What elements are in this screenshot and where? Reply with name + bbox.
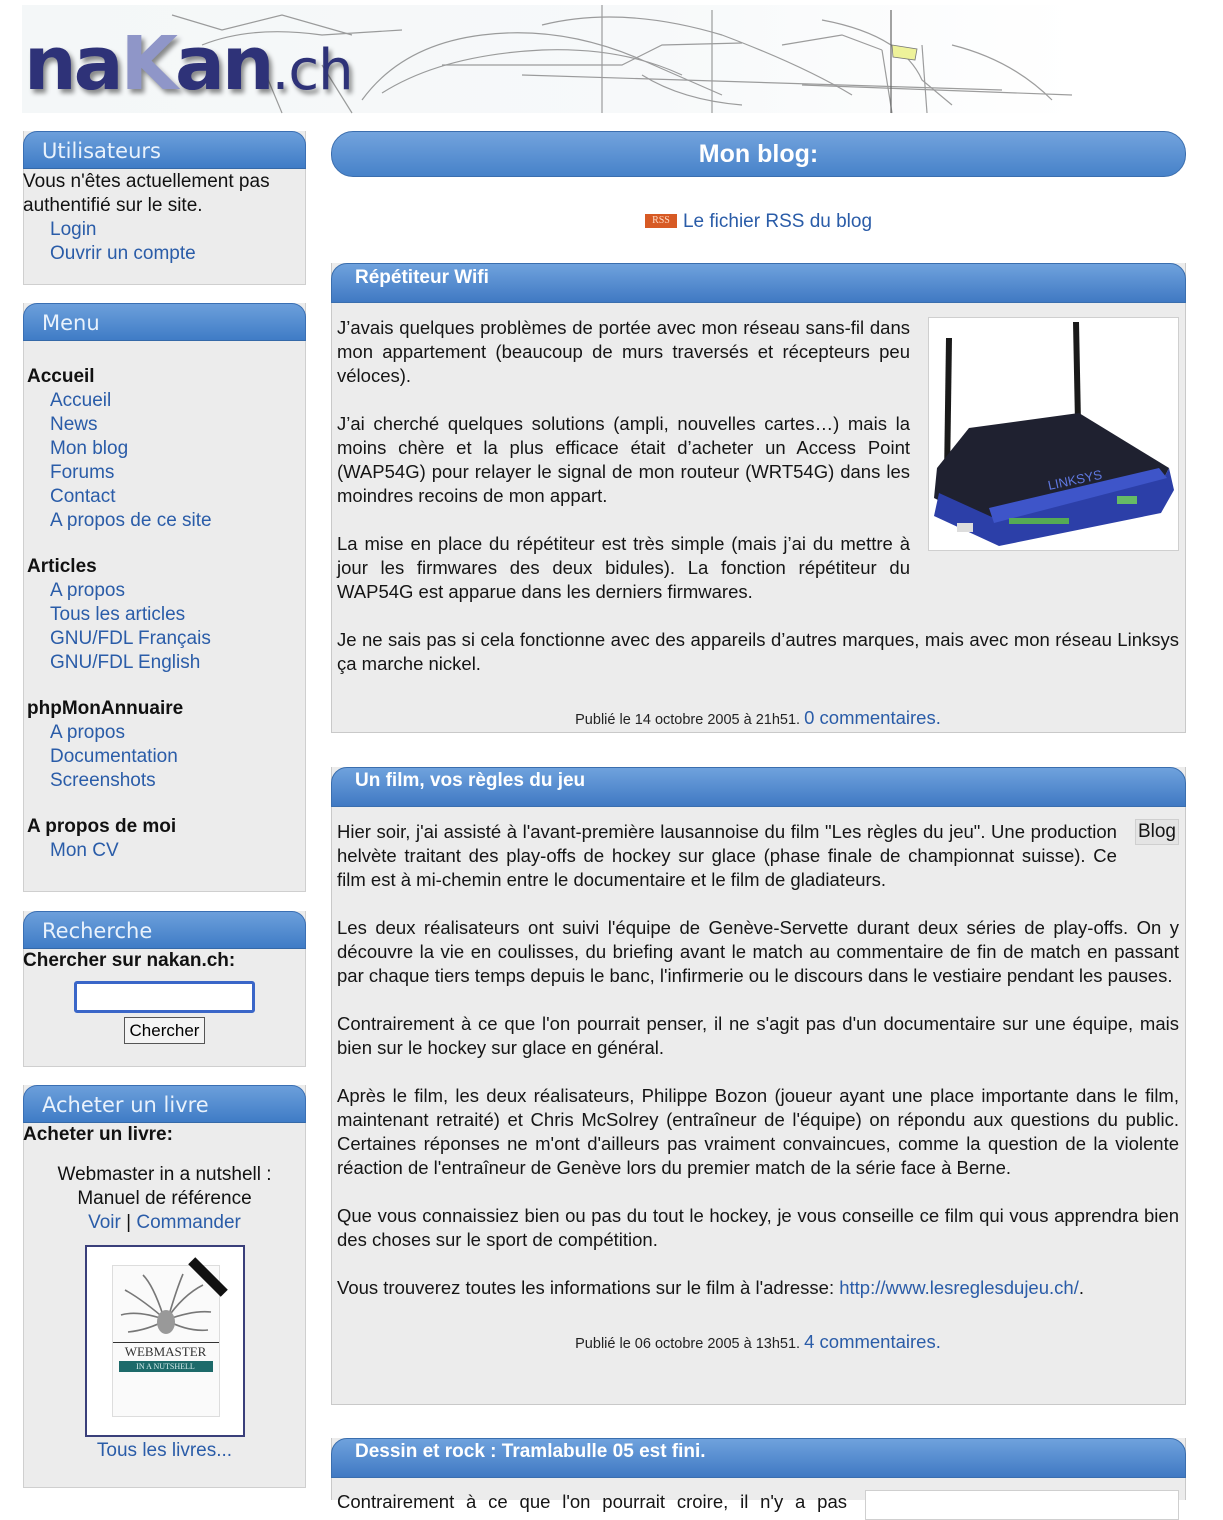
post-paragraph: Après le film, les deux réalisateurs, Philippe Bozon (joueur ayant une place importante dans le film, maintenant retraité) et Chris McSolrey (entraîneur de l'équipe) on répondu aux questions du public. Certaines réponses ne m'ont d'ailleurs pas vraiment convaincues, comme la question de la violente réaction de l'entraîneur de Genève lors du premier match de la série face à Berne. [337,1085,1179,1178]
book-title-line2: Manuel de référence [77,1188,252,1209]
menu-group-phpmonannuaire: phpMonAnnuaire [27,698,184,719]
post-footer [337,706,1179,732]
wireless-router-icon [929,318,1178,550]
menu-item-screenshots[interactable]: Screenshots [50,770,156,791]
open-account-link[interactable]: Ouvrir un compte [50,243,196,264]
menu-item-all-articles[interactable]: Tous les articles [50,604,186,625]
site-logo[interactable]: naKan.ch [24,21,353,107]
rss-feed-line [331,209,1186,235]
post-paragraph: Hier soir, j'ai assisté à l'avant-première lausannoise du film "Les règles du jeu". Une production helvète traitant des play-offs de hockey sur glace (phase finale de championnat suisse). Ce film est à mi-chemin entre le documentaire et le film de gladiateurs. [337,821,1117,890]
post-paragraph: Les deux réalisateurs ont suivi l'équipe de Genève-Servette durant deux séries de play-offs. On y découvre la vie en coulisses, du briefing avant le match au commentaire de fin de match en passant par chaque tiers temps depuis le banc, l'infirmerie ou le discours dans le vestiaire pendant les pauses. [337,917,1179,986]
router-image [928,317,1179,551]
rss-link[interactable]: Le fichier RSS du blog [682,211,873,232]
menu-item-documentation[interactable]: Documentation [50,746,178,767]
search-panel-title: Recherche [23,911,306,949]
menu-item-cv[interactable]: Mon CV [50,840,119,861]
menu-item-forums[interactable]: Forums [50,462,115,483]
post-image [865,1490,1179,1520]
menu-group-about-me: A propos de moi [27,816,177,837]
book-cover-title: WEBMASTER [124,1344,207,1359]
film-website-link[interactable]: http://www.lesreglesdujeu.ch/ [839,1277,1079,1298]
post-paragraph: Que vous connaissiez bien ou pas du tout le hockey, je vous conseille ce film qui vous apprendra bien des choses sur le sport de compétition. [337,1205,1179,1250]
link-after: . [1078,1277,1084,1298]
menu-item-gnu-fdl-en[interactable]: GNU/FDL English [50,652,201,673]
menu-list [24,341,305,863]
menu-panel-title: Menu [23,303,306,341]
spider-illustration [113,1270,219,1342]
blog-post [331,1438,1186,1512]
post-paragraph: J’avais quelques problèmes de portée avec mon réseau sans-fil dans mon appartement (beaucoup de murs traversés et récepteurs peu véloces). [337,317,910,386]
search-input[interactable] [74,981,255,1013]
post-published-date: Publié le 14 octobre 2005 à 21h51. [575,712,801,728]
book-title-line1: Webmaster in a nutshell : [57,1164,272,1185]
post-paragraph [337,1276,1179,1300]
rss-icon[interactable]: RSS [645,214,677,228]
login-link[interactable]: Login [50,219,97,240]
link-separator: | [126,1212,132,1233]
page-title: Mon blog: [331,131,1186,177]
search-button[interactable]: Chercher [124,1017,206,1044]
post-paragraph: Contrairement à ce que l'on pourrait penser, il ne s'agit pas d'un documentaire sur une équipe, mais bien sur le hockey sur glace en général. [337,1013,1179,1058]
book-label: Acheter un livre: [23,1124,173,1145]
auth-status-message: Vous n'êtes actuellement pas authentifié sur le site. [23,171,270,216]
post-title[interactable]: Répétiteur Wifi [331,263,1186,303]
search-panel [23,911,306,1067]
blog-post [331,263,1186,733]
post-paragraph: J’ai cherché quelques solutions (ampli, nouvelles cartes…) mais la moins chère et la plus efficace était d’acheter un Access Point (WAP54G) pour relayer le signal de mon routeur (WRT54G) dans les moindres recoins de mon appart. [337,413,910,506]
post-paragraph: La mise en place du répétiteur est très simple (mais j’ai du mettre à jour les firmwares des deux bidules). La fonction répétiteur du WAP54G est apparue dans les derniers firmwares. [337,533,910,602]
book-order-link[interactable]: Commander [136,1212,241,1233]
search-label: Chercher sur nakan.ch: [23,950,236,971]
all-books-link[interactable]: Tous les livres... [96,1440,233,1461]
menu-item-news[interactable]: News [50,414,98,435]
post-title[interactable]: Dessin et rock : Tramlabulle 05 est fini. [331,1438,1186,1478]
link-intro: Vous trouverez toutes les informations sur le film à l'adresse: [337,1277,840,1298]
menu-item-contact[interactable]: Contact [50,486,116,507]
book-panel-title: Acheter un livre [23,1085,306,1123]
menu-item-annuaire-about[interactable]: A propos [50,722,125,743]
post-paragraph: Contrairement à ce que l'on pourrait croire, il n'y a pas [337,1491,847,1512]
book-panel [23,1085,306,1488]
book-cover-subtitle: IN A NUTSHELL [119,1361,213,1372]
users-panel-title: Utilisateurs [23,131,306,169]
category-tag[interactable]: Blog [1135,819,1179,845]
book-view-link[interactable]: Voir [88,1212,121,1233]
post-title[interactable]: Un film, vos règles du jeu [331,767,1186,807]
menu-item-accueil[interactable]: Accueil [50,390,112,411]
site-banner[interactable] [22,5,1078,113]
menu-item-gnu-fdl-fr[interactable]: GNU/FDL Français [50,628,211,649]
menu-item-mon-blog[interactable]: Mon blog [50,438,129,459]
post-comments-link[interactable]: 0 commentaires. [804,707,941,728]
menu-panel [23,303,306,892]
menu-item-about-site[interactable]: A propos de ce site [50,510,212,531]
post-paragraph: Je ne sais pas si cela fonctionne avec des appareils d’autres marques, mais avec mon réseau Linksys ça marche nickel. [337,629,1179,674]
post-footer [337,1330,1179,1356]
blog-post [331,767,1186,1405]
post-comments-link[interactable]: 4 commentaires. [804,1331,941,1352]
menu-item-articles-about[interactable]: A propos [50,580,125,601]
svg-text:LINKSYS: LINKSYS [1046,466,1104,493]
menu-group-accueil: Accueil [27,366,95,387]
users-panel [23,131,306,285]
menu-group-articles: Articles [27,556,97,577]
book-cover[interactable] [85,1245,245,1437]
post-published-date: Publié le 06 octobre 2005 à 13h51. [575,1336,801,1352]
